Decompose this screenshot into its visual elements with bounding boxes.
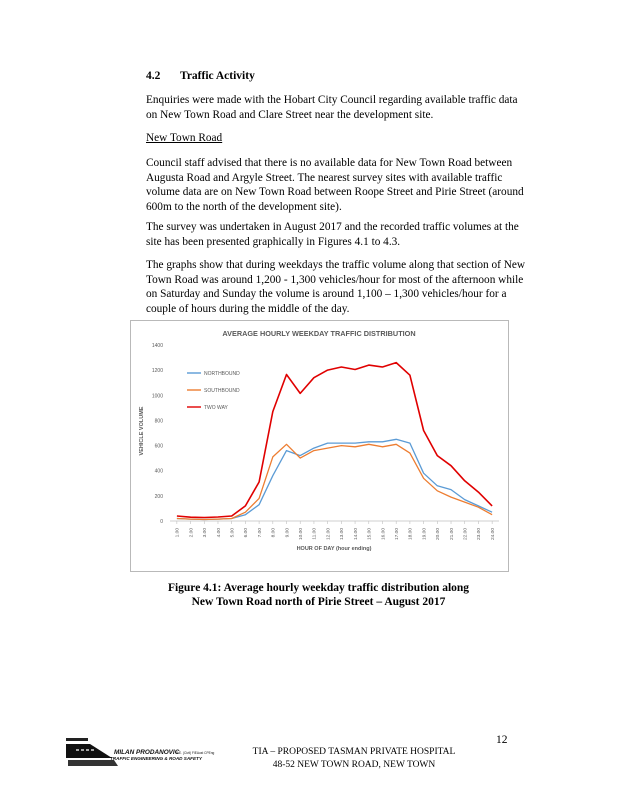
y-tick-label: 600 [154,443,163,450]
x-tick-label: 10.00 [299,528,305,541]
x-tick-label: 6.00 [244,528,250,538]
x-tick-label: 5.00 [230,528,236,538]
x-tick-label: 4.00 [216,528,222,538]
series-line-northbound [177,439,492,519]
x-tick-label: 17.00 [394,528,400,541]
paragraph-survey: The survey was undertaken in August 2017 and the recorded traffic volumes at the site has been presented graphically in Figures 4.1 to 4.3. [146,221,519,248]
y-axis-label: VEHICLE VOLUME [139,406,145,456]
page-number: 12 [496,734,508,746]
y-tick-label: 1000 [151,393,163,400]
paragraph-graphs: The graphs show that during weekdays the traffic volume along that section of New Town Road was around 1,200 - 1,300 vehicles/hour for most of the afternoon while on Saturday and Sunday the volume is around 1,100 – 1,300 vehicles/hour for a couple of hours during the middle of the day. [146,259,526,315]
section-heading [146,70,255,82]
x-tick-label: 9.00 [285,528,291,538]
paragraph-enquiries: Enquiries were made with the Hobart City Council regarding available traffic data on New Town Road and Clare Street near the development site. [146,94,518,121]
footer-line-2: 48-52 NEW TOWN ROAD, NEW TOWN [272,759,436,770]
x-tick-label: 8.00 [271,528,277,538]
x-tick-label: 12.00 [326,528,332,541]
x-tick-label: 20.00 [436,528,442,541]
caption-line-2: New Town Road north of Pirie Street – August 2017 [191,596,446,608]
x-tick-label: 18.00 [408,528,414,541]
x-tick-label: 13.00 [340,528,346,541]
x-tick-label: 15.00 [367,528,373,541]
x-tick-label: 19.00 [422,528,428,541]
figure-caption [130,581,507,609]
legend-label: TWO WAY [204,404,228,411]
x-tick-label: 22.00 [463,528,469,541]
section-title: Traffic Activity [180,70,255,82]
chart-title: AVERAGE HOURLY WEEKDAY TRAFFIC DISTRIBUTION [222,329,416,338]
x-tick-label: 7.00 [257,528,263,538]
logo-road-shape [66,744,112,758]
y-tick-label: 200 [154,493,163,500]
legend-label: NORTHBOUND [204,370,240,377]
y-tick-label: 1200 [151,368,163,375]
x-axis-label: HOUR OF DAY (hour ending) [296,546,372,552]
x-tick-label: 11.00 [312,528,318,540]
y-tick-label: 1400 [151,343,163,349]
paragraph-council-staff: Council staff advised that there is no available data for New Town Road between Augusta Road and Argyle Street. The nearest survey sites with available traffic volume data are on New Town Road between Roope Street and Pirie Street (around 600m to the north of the development site). [146,157,524,213]
section-number: 4.2 [146,70,161,82]
x-tick-label: 14.00 [353,528,359,541]
x-tick-label: 23.00 [477,528,483,541]
caption-line-1: Figure 4.1: Average hourly weekday traffic distribution along [167,582,470,594]
logo-tagline: TRAFFIC ENGINEERING & ROAD SAFETY [110,756,202,761]
x-tick-label: 2.00 [189,528,195,538]
chart-svg [131,321,508,571]
company-logo [66,736,226,770]
legend-label: SOUTHBOUND [204,387,240,394]
footer-line-1: TIA – PROPOSED TASMAN PRIVATE HOSPITAL [252,747,456,757]
logo-name: MILAN PRODANOVIC [114,749,180,756]
x-tick-label: 16.00 [381,528,387,541]
series-line-southbound [177,444,492,519]
x-tick-label: 3.00 [203,528,209,538]
x-tick-label: 1.00 [175,528,181,538]
subheading-new-town-road: New Town Road [146,132,223,144]
traffic-chart [130,320,509,572]
logo-bar-top [66,738,88,741]
y-tick-label: 800 [154,418,163,425]
y-tick-label: 400 [154,468,163,475]
logo-credentials: B.E. (Civil) FIEAust CPEng [176,751,215,755]
x-tick-label: 24.00 [490,528,496,541]
x-tick-label: 21.00 [449,528,455,541]
y-tick-label: 0 [160,519,163,525]
page-footer [248,746,460,771]
